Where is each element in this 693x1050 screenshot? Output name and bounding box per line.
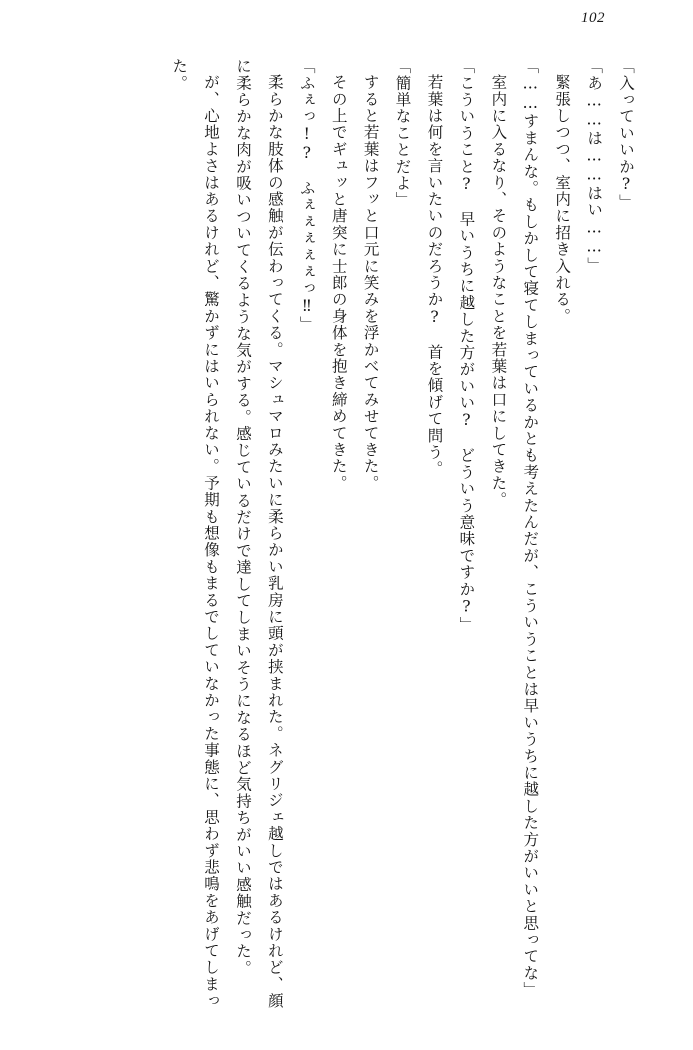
paragraph: その上でギュッと唐突に士郎の身体を抱き締めてきた。: [329, 73, 348, 491]
paragraph: 「あ……は……はい……」: [585, 58, 604, 274]
paragraph: 「……すまんな。もしかして寝てしまっているかとも考えたんだが、こういうことは早いうちに越した方がいいと思ってな」: [521, 58, 540, 999]
paragraph: 若葉は何を言いたいのだろうか? 首を傾げて問う。: [425, 73, 444, 477]
paragraph: 室内に入るなり、そのようなことを若葉は口にしてきた。: [489, 73, 508, 508]
paragraph: 「簡単なことだよ」: [393, 58, 412, 209]
page-number: 102: [581, 10, 605, 26]
paragraph: が、心地よさはあるけれど、驚かずにはいられない。予期も想像もまるでしていなかった事態に、思わず悲鳴をあげてしまった。: [170, 58, 221, 1009]
paragraph: 「こういうこと? 早いうちに越した方がいい? どういう意味ですか?」: [457, 58, 476, 634]
paragraph: 柔らかな肢体の感触が伝わってくる。マシュマロみたいに柔らかい乳房に頭が挟まれた。ネグリジェ越しではあるけれど、顔に柔らかな肉が吸いついてくるような気がする。感じているだけで達してしまいそうになるほど気持ちがいい感触だった。: [233, 58, 284, 1009]
paragraph: 「ふぇっ!? ふぇぇぇぇぇっ‼」: [297, 58, 316, 333]
page-text-body: [48, 58, 641, 1010]
paragraph: 緊張しつつ、室内に招き入れる。: [553, 73, 572, 324]
paragraph: すると若葉はフッと口元に笑みを浮かべてみせてきた。: [361, 73, 380, 491]
paragraph: 「入っていいか?」: [617, 58, 635, 211]
